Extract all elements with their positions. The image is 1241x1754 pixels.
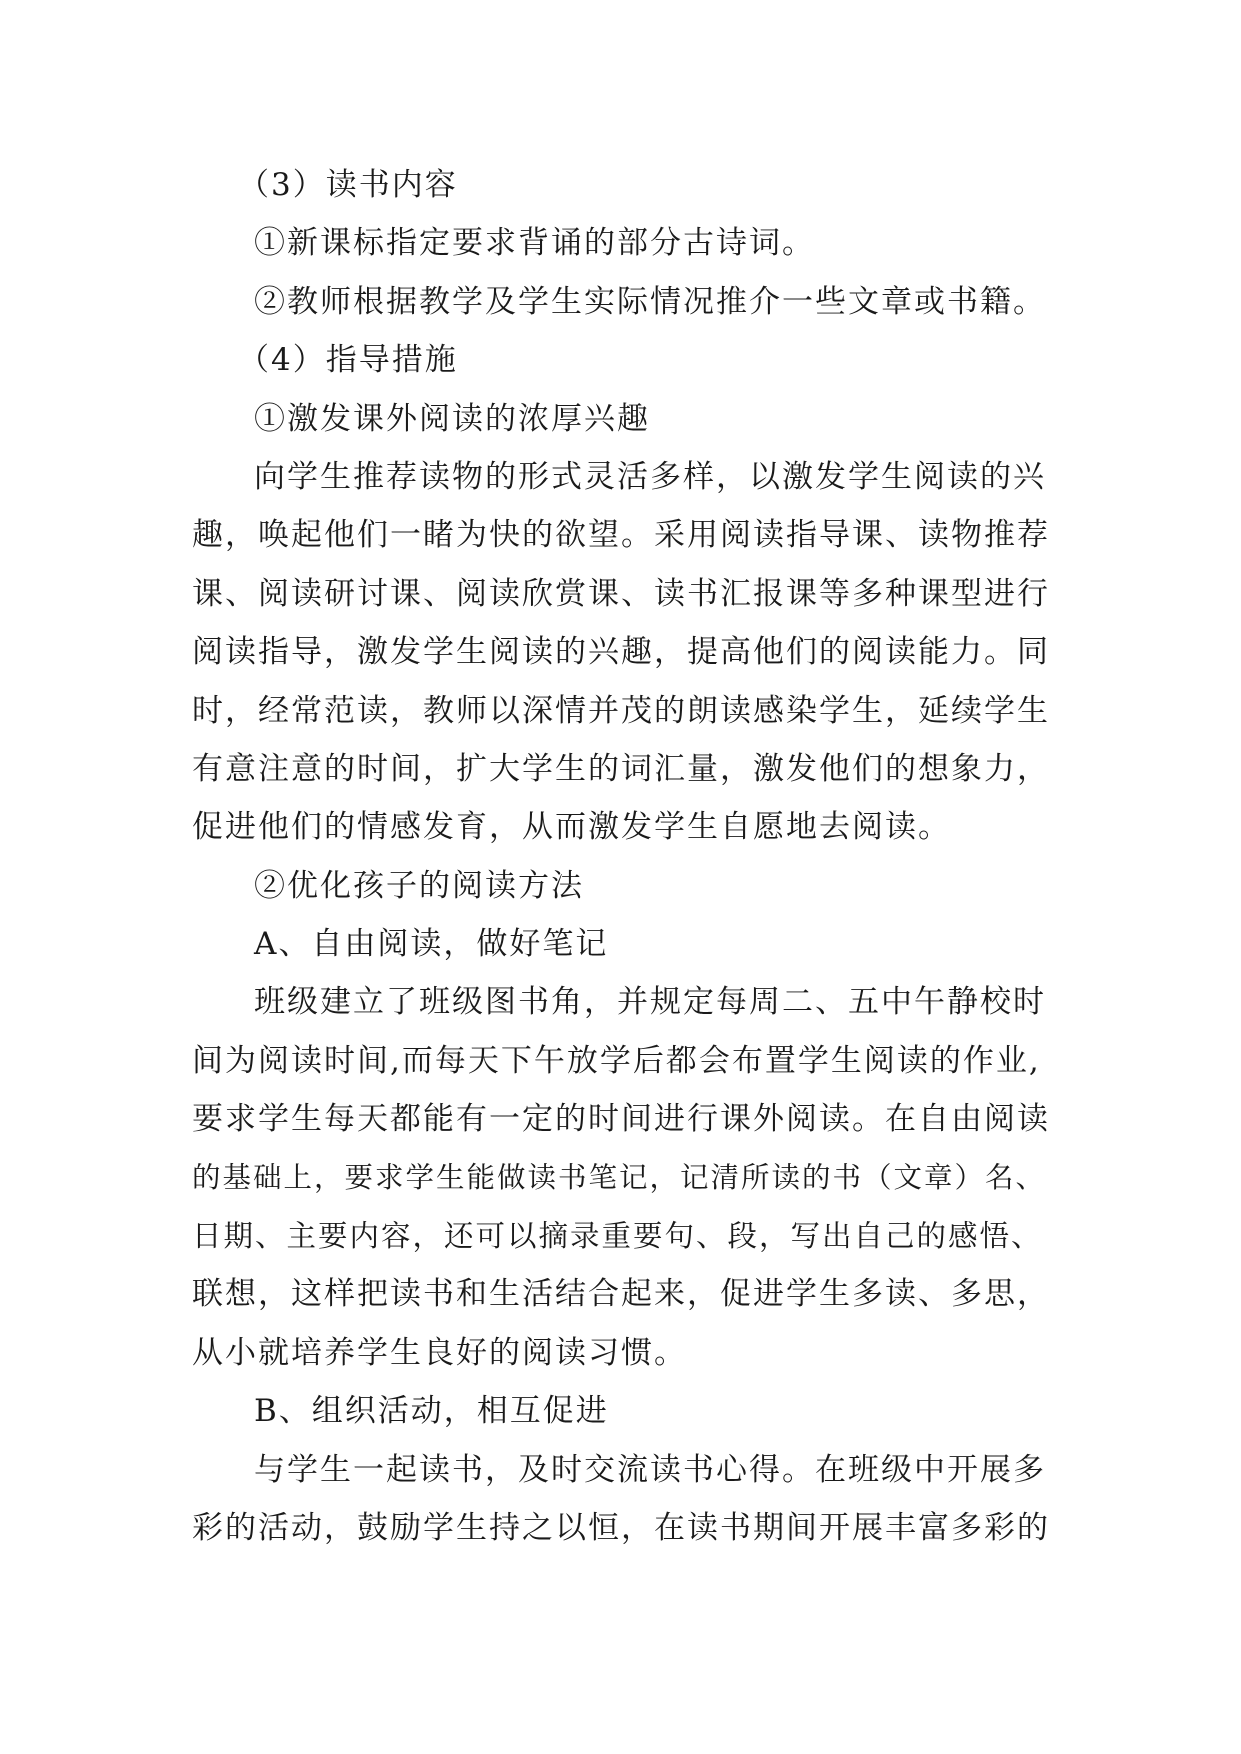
heading-reading-content: （3）读书内容 <box>238 167 458 203</box>
paragraph-line: 班级建立了班级图书角，并规定每周二、五中午静校时 <box>254 984 1046 1021</box>
paragraph-line: 的基础上，要求学生能做读书笔记，记清所读的书（文章）名、 <box>192 1160 1047 1194</box>
document-body <box>192 156 1054 1557</box>
subheading: ①激发课外阅读的浓厚兴趣 <box>254 400 650 437</box>
list-item: ②教师根据教学及学生实际情况推介一些文章或书籍。 <box>254 283 1046 320</box>
paragraph-line: 趣，唤起他们一睹为快的欲望。采用阅读指导课、读物推荐 <box>192 517 1050 554</box>
paragraph-line: 课、阅读研讨课、阅读欣赏课、读书汇报课等多种课型进行 <box>192 575 1050 612</box>
paragraph-line: 彩的活动，鼓励学生持之以恒，在读书期间开展丰富多彩的 <box>192 1509 1050 1546</box>
paragraph-line: 与学生一起读书，及时交流读书心得。在班级中开展多 <box>254 1451 1046 1488</box>
paragraph-line: 时，经常范读，教师以深情并茂的朗读感染学生，延续学生 <box>192 692 1050 729</box>
paragraph-line: 阅读指导，激发学生阅读的兴趣，提高他们的阅读能力。同 <box>192 634 1050 671</box>
subheading: ②优化孩子的阅读方法 <box>254 867 584 904</box>
paragraph-line: 从小就培养学生良好的阅读习惯。 <box>192 1334 687 1371</box>
subheading: A、自由阅读，做好笔记 <box>254 926 609 963</box>
paragraph-line: 有意注意的时间，扩大学生的词汇量，激发他们的想象力， <box>192 750 1050 787</box>
list-item: ①新课标指定要求背诵的部分古诗词。 <box>254 225 815 262</box>
paragraph-line: 要求学生每天都能有一定的时间进行课外阅读。在自由阅读 <box>192 1101 1050 1138</box>
paragraph-line: 日期、主要内容，还可以摘录重要句、段，写出自己的感悟、 <box>192 1219 1043 1254</box>
heading-guidance-measures: （4）指导措施 <box>238 342 458 379</box>
paragraph-line: 联想，这样把读书和生活结合起来，促进学生多读、多思， <box>192 1276 1050 1313</box>
paragraph-line: 向学生推荐读物的形式灵活多样，以激发学生阅读的兴 <box>254 458 1046 495</box>
subheading: B、组织活动，相互促进 <box>254 1393 609 1430</box>
paragraph-line: 促进他们的情感发育，从而激发学生自愿地去阅读。 <box>192 809 951 846</box>
paragraph-line: 间为阅读时间,而每天下午放学后都会布置学生阅读的作业, <box>192 1042 1041 1079</box>
